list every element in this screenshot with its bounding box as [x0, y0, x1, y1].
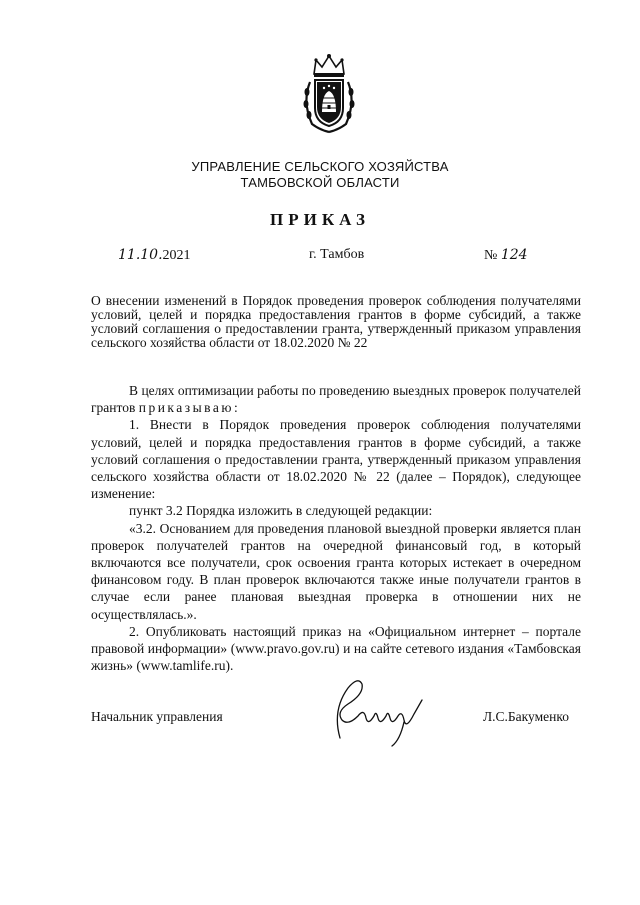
number-prefix: № [484, 248, 498, 263]
document-body [91, 382, 581, 674]
intro-text: В целях оптимизации работы по проведению выездных проверок получателей грантов [91, 383, 581, 416]
date-year: 2021 [162, 248, 191, 263]
signatory-name: Л.С.Бакуменко [483, 709, 569, 724]
org-name-line1: УПРАВЛЕНИЕ СЕЛЬСКОГО ХОЗЯЙСТВА [191, 159, 449, 174]
order-word: приказываю: [138, 400, 241, 416]
item-1: 1. Внести в Порядок проведения проверок соблюдения получателями условий, целей и порядка предоставления грантов в форме субсидий, а также условий соглашения о предоставлении гранта, утвержденный приказом управления сельского хозяйства области от 18.02.2020 № 22 (далее – Порядок), следующее изменение: [91, 417, 581, 502]
item-1-sub: пункт 3.2 Порядка изложить в следующей редакции: [129, 503, 433, 519]
handwritten-signature [318, 670, 430, 748]
number-handwritten: 124 [500, 247, 528, 263]
document-title: ПРИКАЗ [270, 210, 370, 229]
org-name-line2: ТАМБОВСКОЙ ОБЛАСТИ [240, 175, 400, 190]
document-number [484, 247, 528, 264]
coat-of-arms-emblem [300, 52, 358, 134]
document-city: г. Тамбов [309, 247, 365, 262]
document-subject: О внесении изменений в Порядок проведения проверок соблюдения получателями условий, целей и порядка предоставления грантов в форме субсидий, а также условий соглашения о предоставлении гранта, утвержденный приказом управления сельского хозяйства области от 18.02.2020 № 22 [91, 293, 581, 350]
signatory-position: Начальник управления [91, 709, 223, 724]
date-handwritten: 11.10. [118, 247, 163, 263]
amendment-quote: «3.2. Основанием для проведения плановой выездной проверки является план проверок получателей грантов на очередной финансовый год, в который включаются все получатели, срок освоения гранта которых истекает в очередном финансовом году. В план проверок включаются также иные получатели грантов в случае если ранее плановая выездная проверка в отношении них не осуществлялась.». [91, 520, 581, 622]
item-2: 2. Опубликовать настоящий приказ на «Официальном интернет – портале правовой информации» (www.pravo.gov.ru) и на сайте сетевого издания «Тамбовская жизнь» (www.tamlife.ru). [91, 623, 581, 674]
document-date [118, 247, 191, 264]
intro-paragraph [91, 382, 581, 416]
